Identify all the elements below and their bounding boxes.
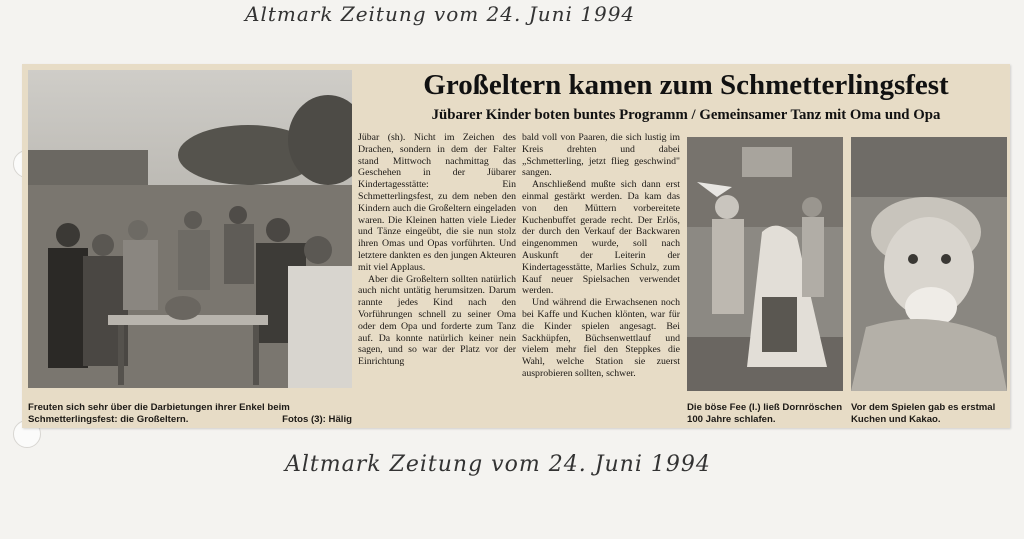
column2-paragraph-3: Und während die Erwachsenen noch bei Kaffe und Kuchen klönten, war für die Kinder spielen angesagt. Bei Sackhüpfen, Büchsenwettlauf und vielem mehr fiel den Steppkes die Wahl, welche Station sie zuerst ausprobieren sollten, schwer. bbox=[522, 297, 680, 379]
caption-photo-child-eating-cake: Vor dem Spielen gab es erstmal Kuchen und Kakao. bbox=[851, 402, 996, 425]
article-headline: Großeltern kamen zum Schmetterlingsfest bbox=[423, 69, 949, 101]
photo-child-eating-cake bbox=[851, 137, 1007, 391]
handwritten-note-bottom: Altmark Zeitung vom 24. Juni 1994 bbox=[285, 452, 711, 477]
article-column-2 bbox=[522, 132, 680, 380]
photo-credit: Fotos (3): Hälig bbox=[282, 414, 352, 425]
caption-photo-sleeping-beauty: Die böse Fee (l.) ließ Dornröschen 100 Jahre schlafen. bbox=[687, 402, 843, 425]
photo-sleeping-beauty bbox=[687, 137, 843, 391]
column2-paragraph-1: bald voll von Paaren, die sich lustig im Kreis drehten und dabei „Schmetterling, jetzt flieg geschwind" sangen. bbox=[522, 132, 680, 179]
column1-paragraph-1: Jübar (sh). Nicht im Zeichen des Drachen, sondern in dem der Falter stand Mittwoch nachmittag das Geschehen in der Jübarer Kindertagesstätte: Ein Schmetterlingsfest, zu dem neben den Kindern auch die Großeltern eingeladen waren. Die Kleinen hatten viele Lieder und Tänze eingeübt, die sie nun stolz ihren Omas und Opas vorführten. Und letztere dankten es den jungen Akteuren mit viel Applaus. bbox=[358, 132, 516, 273]
article-column-1 bbox=[358, 132, 516, 368]
newspaper-clipping bbox=[22, 64, 1010, 428]
photo-grandparents bbox=[28, 70, 352, 388]
article-subheadline: Jübarer Kinder boten buntes Programm / Gemeinsamer Tanz mit Oma und Opa bbox=[431, 107, 941, 123]
caption-text: Freuten sich sehr über die Darbietungen ihrer Enkel beim Schmetterlingsfest: die Großeltern. bbox=[28, 402, 290, 425]
column2-paragraph-2: Anschließend mußte sich dann erst einmal gestärkt werden. Da kam das von den Müttern vorbereitete Kuchenbuffet gerade recht. Der Erlös, der durch den Verkauf der Backwaren eingenommen wurde, soll nach Auskunft der Leiterin der Kindertagesstätte, Marlies Schulz, zum Kauf neuer Spielsachen verwendet werden. bbox=[522, 179, 680, 297]
handwritten-note-top: Altmark Zeitung vom 24. Juni 1994 bbox=[245, 2, 636, 26]
column1-paragraph-2: Aber die Großeltern sollten natürlich auch nicht untätig herumsitzen. Darum rannte jedes Kind nach den Vorführungen schnell zu seiner Oma oder dem Opa und forderte zum Tanz auf. Da konnte natürlich keiner nein sagen, und so war der Platz vor der Einrichtung bbox=[358, 273, 516, 368]
caption-photo-grandparents bbox=[28, 402, 352, 426]
